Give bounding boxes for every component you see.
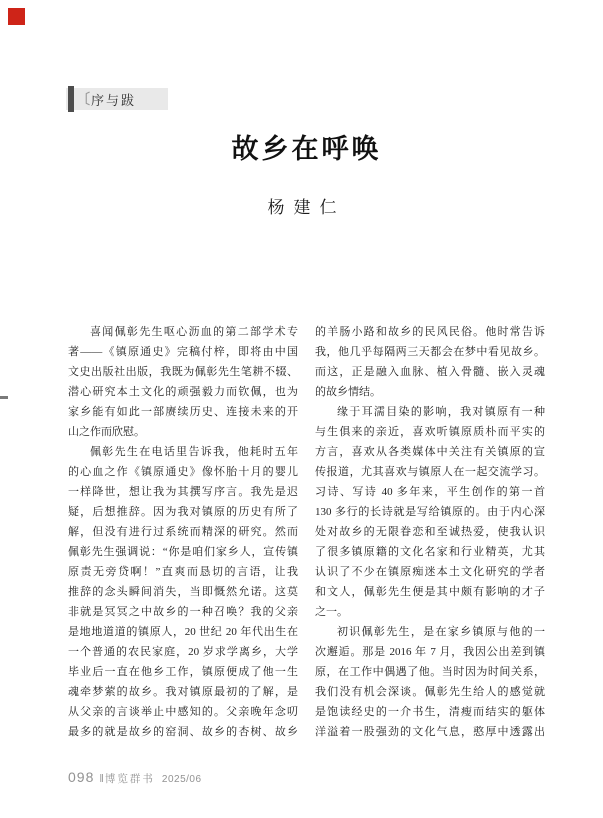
text-line: 从父亲的言谈举止中感知的。父亲晚年念叨 [68, 706, 298, 718]
text-line: 佩彰先生在电话里告诉我，他耗时五年 [90, 446, 298, 458]
text-line: 我，他几乎每隔两三天都会在梦中看见故乡。 [315, 346, 545, 358]
text-line: 处对故乡的无限眷恋和至诚热爱，使我认识 [315, 526, 545, 538]
red-corner-mark [8, 8, 25, 25]
text-line: 与生俱来的亲近，喜欢听镇原质朴而平实的 [315, 426, 545, 438]
text-line: 一个普通的农民家庭，20 岁求学离乡，大学 [68, 646, 298, 658]
text-line: 一样降世，想让我为其撰写序言。我先是迟 [68, 486, 298, 498]
text-line: 洋溢着一股强劲的文化气息，憨厚中透露出 [315, 726, 545, 738]
section-tag [66, 88, 168, 110]
text-line: 最多的就是故乡的窑洞、故乡的杏树、故乡 [68, 726, 298, 738]
text-line: 初识佩彰先生，是在家乡镇原与他的一 [337, 626, 545, 638]
text-line: 而这，正是融入血脉、植入骨髓、嵌入灵魂 [315, 366, 545, 378]
text-line: 山之作而欣慰。 [68, 426, 145, 438]
article-author: 杨建仁 [267, 198, 346, 217]
text-line: 著——《镇原通史》完稿付梓，即将由中国 [68, 346, 298, 358]
text-line: 非就是冥冥之中故乡的一种召唤？我的父亲 [68, 606, 298, 618]
page-footer [68, 769, 202, 786]
magazine-name: 博览群书 [104, 773, 155, 785]
page-number: 098 [68, 769, 95, 785]
left-edge-mark [0, 396, 8, 399]
text-line: 的羊肠小路和故乡的民风民俗。他时常告诉 [315, 326, 545, 338]
text-line: 认识了不少在镇原痴迷本土文化研究的学者 [315, 566, 545, 578]
text-line: 推辞的念头瞬间消失，当即慨然允诺。这莫 [68, 586, 298, 598]
text-line: 的故乡情结。 [315, 386, 381, 398]
text-line: 疑，后想推辞。因为我对镇原的历史有所了 [68, 506, 298, 518]
article-body [68, 322, 545, 742]
article-title: 故乡在呼唤 [231, 134, 382, 164]
text-line: 130 多行的长诗就是写给镇原的。由于内心深 [315, 506, 545, 518]
text-line: 和文人，佩彰先生便是其中颇有影响的才子 [315, 586, 545, 598]
text-line: 传报道，尤其喜欢与镇原人在一起交流学习。 [315, 466, 545, 478]
text-line: 家乡能有如此一部赓续历史、连接未来的开 [68, 406, 298, 418]
text-line: 佩彰先生强调说：“你是咱们家乡人，宣传镇 [68, 546, 298, 558]
footer-separator-icon: ‖ [99, 773, 104, 785]
section-label: 序与跋 [91, 92, 137, 108]
text-column-left [68, 322, 298, 742]
text-line: 潜心研究本土文化的顽强毅力而钦佩，也为 [68, 386, 298, 398]
text-line: 习诗、写诗 40 多年来，平生创作的第一首 [315, 486, 545, 498]
text-line: 我们没有机会深谈。佩彰先生给人的感觉就 [315, 686, 545, 698]
text-line: 原，在工作中偶遇了他。当时因为时间关系， [315, 666, 545, 678]
section-marker-bar-icon [68, 86, 74, 112]
text-line: 之一。 [315, 606, 348, 618]
text-line: 魂牵梦萦的故乡。我对镇原最初的了解，是 [68, 686, 298, 698]
text-line: 了很多镇原籍的文化名家和行业精英，尤其 [315, 546, 545, 558]
text-line: 的心血之作《镇原通史》像怀胎十月的婴儿 [68, 466, 298, 478]
text-line: 缘于耳濡目染的影响，我对镇原有一种 [337, 406, 545, 418]
text-line: 毕业后一直在他乡工作，镇原便成了他一生 [68, 666, 298, 678]
issue-date: 2025/06 [161, 774, 202, 785]
bracket-icon: 〔 [76, 91, 90, 107]
text-line: 次邂逅。那是 2016 年 7 月，我因公出差到镇 [315, 646, 545, 658]
text-line: 喜闻佩彰先生呕心沥血的第二部学术专 [90, 326, 298, 338]
text-column-right [315, 322, 545, 742]
text-line: 原责无旁贷啊！”直爽而恳切的言语，让我 [68, 566, 298, 578]
text-line: 是地地道道的镇原人，20 世纪 20 年代出生在 [68, 626, 298, 638]
text-line: 是饱读经史的一介书生，清瘦而结实的躯体 [315, 706, 545, 718]
text-line: 文史出版社出版，我既为佩彰先生笔耕不辍、 [68, 366, 298, 378]
text-line: 解，但没有进行过系统而精深的研究。然而 [68, 526, 298, 538]
text-line: 方言，喜欢从各类媒体中关注有关镇原的宣 [315, 446, 545, 458]
